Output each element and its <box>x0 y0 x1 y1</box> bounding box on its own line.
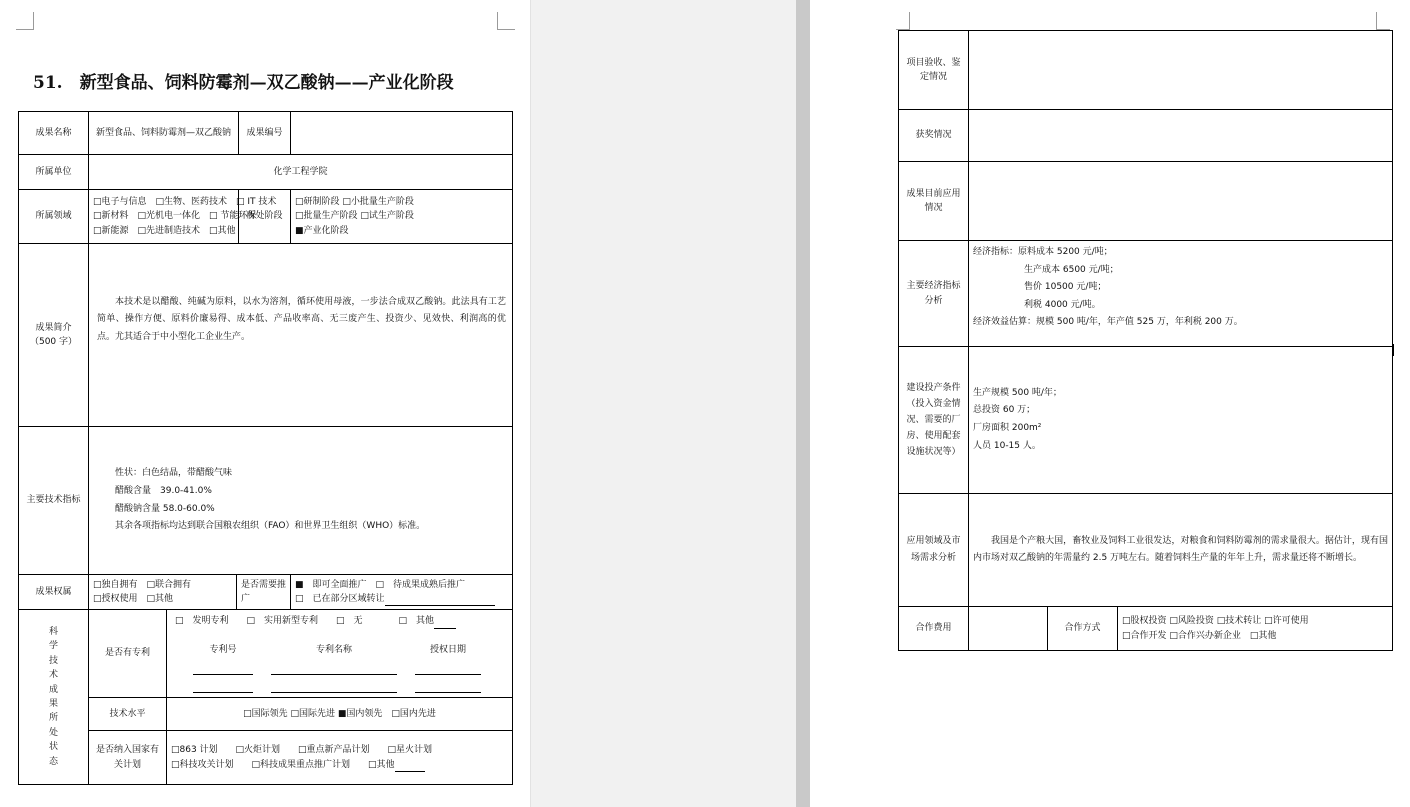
patent-date-header: 授权日期 <box>429 644 466 655</box>
text-cursor <box>1392 344 1394 356</box>
tech-line: 醋酸钠含量 58.0-60.0% <box>115 503 215 514</box>
build-line: 厂房面积 200m² <box>973 423 1042 433</box>
patent-label: 是否有专利 <box>89 610 167 698</box>
promote-label: 是否需要推广 <box>237 575 291 610</box>
status-label-char: 科 <box>48 627 58 638</box>
name-label: 成果名称 <box>19 112 89 155</box>
plan-option-row[interactable] <box>171 758 508 772</box>
tech-label: 主要技术指标 <box>19 427 89 575</box>
patent-other-blank[interactable] <box>434 619 456 629</box>
unit-label: 所属单位 <box>19 155 89 190</box>
econ-cell[interactable] <box>969 241 1393 347</box>
plan-options[interactable] <box>167 731 513 785</box>
mode-options[interactable] <box>1118 607 1393 651</box>
status-label-char: 技 <box>48 655 58 666</box>
promote-blank-line[interactable] <box>385 596 495 606</box>
level-options[interactable]: □国际领先 □国际先进 ■国内领先 □国内先进 <box>167 698 513 731</box>
application-value[interactable] <box>969 162 1393 241</box>
award-value[interactable] <box>969 110 1393 162</box>
market-text: 我国是个产粮大国，畜牧业及饲料工业很发达，对粮食和饲料防霉剂的需求量很大。据估计，现有国内市场对双乙酸钠的年需量约 2.5 万吨左右。随着饲料生产量的年年上升，需求量还将不断增长。 <box>973 535 1388 563</box>
rights-option-row[interactable]: □独自拥有 □联合拥有 <box>93 579 192 590</box>
stage-label: 所处阶段 <box>239 190 291 244</box>
rights-options[interactable] <box>89 575 237 610</box>
stage-options[interactable] <box>291 190 513 244</box>
econ-line: 生产成本 6500 元/吨； <box>1024 264 1119 275</box>
status-label-char: 处 <box>48 727 58 738</box>
intro-text-cell[interactable] <box>89 244 513 427</box>
field-option-row[interactable]: □新材料 □光机电一体化 □ 节能环保 <box>93 211 257 222</box>
acceptance-value[interactable] <box>969 31 1393 110</box>
status-label-char: 态 <box>48 756 58 767</box>
crop-mark-top-left <box>896 12 910 30</box>
patent-date-field[interactable] <box>415 665 481 675</box>
patent-date-field[interactable] <box>415 683 481 693</box>
patent-name-field[interactable] <box>271 665 397 675</box>
intro-text: 本技术是以醋酸、纯碱为原料，以水为溶剂，循环使用母液，一步法合成双乙酸钠。此法具有工艺简单、操作方便、原料价廉易得、成本低、产品收率高、无三废产生、投资少、见效快、利润高的优点。尤其适合于中小型化工企业生产。 <box>97 297 507 342</box>
unit-value[interactable]: 化学工程学院 <box>89 155 513 190</box>
patent-cell[interactable] <box>167 610 513 698</box>
level-label: 技术水平 <box>89 698 167 731</box>
build-cell[interactable] <box>969 347 1393 494</box>
tech-line: 醋酸含量 39.0-41.0% <box>115 485 212 496</box>
award-label: 获奖情况 <box>899 110 969 162</box>
crop-mark-top-right <box>1376 12 1390 30</box>
rights-label: 成果权属 <box>19 575 89 610</box>
build-line: 生产规模 500 吨/年； <box>973 387 1062 398</box>
patent-name-field[interactable] <box>271 683 397 693</box>
fee-label: 合作费用 <box>899 607 969 651</box>
mode-option-row[interactable]: □股权投资 □风险投资 □技术转让 □许可使用 <box>1122 616 1309 627</box>
econ-line: 经济效益估算：规模 500 吨/年，年产值 525 万，年利税 200 万。 <box>973 317 1243 328</box>
market-cell[interactable] <box>969 494 1393 607</box>
patent-no-field[interactable] <box>193 665 253 675</box>
fee-value[interactable] <box>969 607 1048 651</box>
status-label-char: 术 <box>48 670 58 681</box>
mode-label: 合作方式 <box>1048 607 1118 651</box>
field-option-row[interactable]: □电子与信息 □生物、医药技术 □ IT 技术 <box>93 196 277 207</box>
intro-label: 成果简介（500 字） <box>19 244 89 427</box>
code-label: 成果编号 <box>239 112 291 155</box>
econ-line: 利税 4000 元/吨。 <box>1024 299 1101 310</box>
rights-option-row[interactable]: □授权使用 □其他 <box>93 594 174 604</box>
econ-line: 经济指标：原料成本 5200 元/吨； <box>973 247 1113 257</box>
build-line: 人员 10-15 人。 <box>973 440 1041 451</box>
field-label: 所属领域 <box>19 190 89 244</box>
plan-other-blank[interactable] <box>395 762 425 772</box>
promote-option-row[interactable] <box>295 592 508 606</box>
status-label <box>23 625 84 769</box>
plan-option-text: □科技攻关计划 □科技成果重点推广计划 □其他 <box>171 759 395 770</box>
document-title: 51. 新型食品、饲料防霉剂—双乙酸钠——产业化阶段 <box>33 73 454 93</box>
build-line: 总投资 60 万； <box>973 405 1036 416</box>
patent-no-field[interactable] <box>193 683 253 693</box>
patent-columns <box>193 643 508 693</box>
stage-option-row[interactable]: □研制阶段 □小批量生产阶段 <box>295 196 414 207</box>
code-value[interactable] <box>291 112 513 155</box>
promote-option-row[interactable]: ■ 即可全面推广 □ 待成果成熟后推广 <box>295 579 466 590</box>
stage-option-row[interactable]: ■产业化阶段 <box>295 225 349 236</box>
crop-mark-top-right <box>497 12 515 30</box>
status-label-char: 状 <box>48 742 58 753</box>
name-value[interactable]: 新型食品、饲料防霉剂—双乙酸钠 <box>89 112 239 155</box>
mode-option-row[interactable]: □合作开发 □合作兴办新企业 □其他 <box>1122 630 1277 641</box>
patent-options[interactable] <box>175 614 508 628</box>
status-label-char: 学 <box>48 641 58 652</box>
window-split-bar[interactable] <box>796 0 810 807</box>
promote-options[interactable] <box>291 575 513 610</box>
plan-option-row[interactable]: □863 计划 □火炬计划 □重点新产品计划 □星火计划 <box>171 745 433 756</box>
achievement-form-table <box>18 111 513 785</box>
patent-name-header: 专利名称 <box>315 644 352 655</box>
plan-label: 是否纳入国家有关计划 <box>89 731 167 785</box>
status-label-cell <box>19 610 89 785</box>
status-label-char: 果 <box>48 699 58 709</box>
patent-no-header: 专利号 <box>209 644 237 655</box>
tech-line: 其余各项指标均达到联合国粮农组织（FAO）和世界卫生组织（WHO）标准。 <box>115 521 426 532</box>
promote-option-text: □ 已在部分区域转让 <box>295 594 385 604</box>
market-label: 应用领域及市场需求分析 <box>899 494 969 607</box>
acceptance-label: 项目验收、鉴定情况 <box>899 31 969 110</box>
page-gutter <box>530 0 796 807</box>
econ-label: 主要经济指标分析 <box>899 241 969 347</box>
status-label-char: 所 <box>48 713 58 724</box>
econ-line: 售价 10500 元/吨； <box>1024 282 1107 293</box>
build-label: 建设投产条件（投入资金情况、需要的厂房、使用配套设施状况等） <box>899 347 969 494</box>
tech-line: 性状：白色结晶，带醋酸气味 <box>115 468 233 479</box>
status-label-char: 成 <box>48 684 58 695</box>
field-option-row[interactable]: □新能源 □先进制造技术 □其他 <box>93 225 236 236</box>
patent-options-text: □ 发明专利 □ 实用新型专利 □ 无 □ 其他 <box>175 616 435 627</box>
stage-option-row[interactable]: □批量生产阶段 □试生产阶段 <box>295 211 414 222</box>
application-label: 成果目前应用情况 <box>899 162 969 241</box>
achievement-form-table-continued <box>898 30 1393 651</box>
crop-mark-top-left <box>16 12 34 30</box>
tech-text-cell[interactable] <box>89 427 513 575</box>
